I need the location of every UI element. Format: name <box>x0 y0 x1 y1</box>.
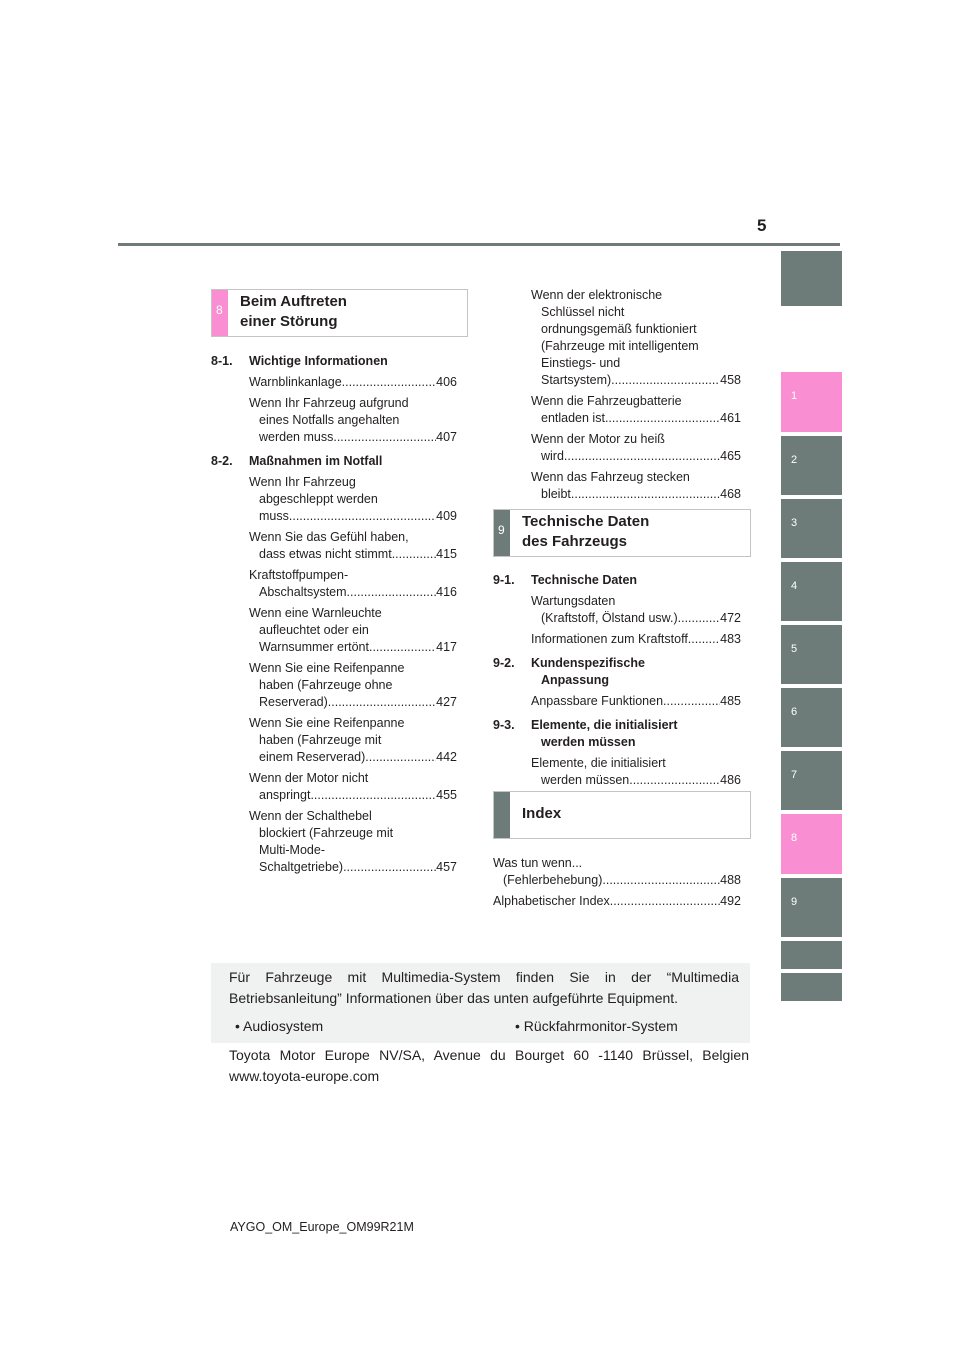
chapter-title: werden müssen <box>541 735 636 749</box>
info-bullet-audio: • Audiosystem <box>235 1018 324 1034</box>
chapter-tab-label: 9 <box>791 896 798 908</box>
chapter-number: 9-2. <box>493 656 515 670</box>
toc-entry-text: entladen ist <box>541 411 605 425</box>
chapter-tab-label: 5 <box>791 643 798 655</box>
chapter-tab-label: 8 <box>791 832 798 844</box>
chapter-tab-8[interactable] <box>781 814 842 874</box>
toc-entry-text: Wartungsdaten <box>531 594 616 608</box>
toc-page-number: 461 <box>720 411 741 425</box>
chapter-number: 8-2. <box>211 454 233 468</box>
toc-entry-text: Wenn das Fahrzeug stecken <box>531 470 690 484</box>
toc-entry[interactable] <box>211 567 457 601</box>
toc-page-number: 417 <box>436 640 457 654</box>
toc-entry-text: aufleuchtet oder ein <box>259 623 369 637</box>
toc-entry-text: werden muss <box>259 430 334 444</box>
toc-entry[interactable] <box>493 893 741 910</box>
toc-page-number: 485 <box>720 694 741 708</box>
toc-page-number: 415 <box>436 547 457 561</box>
toc-entry-text: anspringt <box>259 788 311 802</box>
toc-entry-text: Wenn die Fahrzeugbatterie <box>531 394 682 408</box>
toc-entry-text: Wenn der Motor zu heiß <box>531 432 665 446</box>
toc-page-number: 409 <box>436 509 457 523</box>
toc-entry-text: Alphabetischer Index <box>493 894 610 908</box>
chapter-tab-7[interactable] <box>781 751 842 810</box>
chapter-heading-8-2[interactable] <box>211 453 457 470</box>
toc-entry[interactable] <box>211 374 457 391</box>
chapter-heading-9-1[interactable] <box>493 572 741 589</box>
toc-entry[interactable] <box>211 395 457 446</box>
toc-page-number: 488 <box>720 873 741 887</box>
toc-entry[interactable] <box>493 855 741 889</box>
toc-entry[interactable] <box>211 808 457 876</box>
toc-entry[interactable] <box>493 755 741 789</box>
toc-entry[interactable] <box>211 715 457 766</box>
toc-page-number: 442 <box>436 750 457 764</box>
toc-page-number: 483 <box>720 632 741 646</box>
section-9-toc <box>493 572 741 789</box>
toc-entry[interactable] <box>211 605 457 656</box>
chapter-title: Technische Daten <box>531 573 638 587</box>
chapter-title: Wichtige Informationen <box>249 354 388 368</box>
toc-entry-text: Wenn Sie das Gefühl haben, <box>249 530 409 544</box>
chapter-number: 9-1. <box>493 573 515 587</box>
chapter-tab-label: 7 <box>791 769 798 781</box>
chapter-title: Elemente, die initialisiert <box>531 718 678 732</box>
chapter-tab-blank-b[interactable] <box>781 973 842 1001</box>
toc-entry-text: Was tun wenn... <box>493 856 583 870</box>
toc-entry-text: Wenn eine Warnleuchte <box>249 606 382 620</box>
section-9-number-tab <box>494 510 510 556</box>
toc-entry[interactable] <box>493 431 741 465</box>
toc-entry-text: Multi-Mode- <box>259 843 325 857</box>
chapter-title: Maßnahmen im Notfall <box>249 454 383 468</box>
toc-page-number: 455 <box>436 788 457 802</box>
toc-entry-text: Wenn Sie eine Reifenpanne <box>249 661 405 675</box>
toc-entry-text: bleibt <box>541 487 571 501</box>
chapter-tab-3[interactable] <box>781 499 842 558</box>
company-address: Toyota Motor Europe NV/SA, Avenue du Bourget 60 -1140 Brüssel, Belgien www.toyota-europe.com <box>229 1047 749 1084</box>
toc-entry-text: Wenn der Motor nicht <box>249 771 369 785</box>
toc-entry-text: Wenn der elektronische <box>531 288 663 302</box>
toc-entry-text: Elemente, die initialisiert <box>531 756 666 770</box>
toc-entry-text: (Fahrzeuge mit intelligentem <box>541 339 699 353</box>
chapter-heading-9-3[interactable] <box>493 717 741 751</box>
toc-entry[interactable] <box>211 474 457 525</box>
chapter-title: Anpassung <box>541 673 610 687</box>
chapter-tab-9[interactable] <box>781 878 842 937</box>
toc-entry-text: Wenn Ihr Fahrzeug aufgrund <box>249 396 409 410</box>
toc-entry-text: einem Reserverad) <box>259 750 366 764</box>
toc-entry-text: Warnblinkanlage <box>249 375 342 389</box>
toc-entry-text: haben (Fahrzeuge mit <box>259 733 382 747</box>
toc-entry-text: eines Notfalls angehalten <box>259 413 400 427</box>
toc-entry-text: muss <box>259 509 289 523</box>
section-8-header[interactable] <box>211 289 468 337</box>
toc-entry-text: (Kraftstoff, Ölstand usw.) <box>541 611 678 625</box>
section-9-title: Technische Daten des Fahrzeugs <box>522 513 650 550</box>
section-8-title: Beim Auftreten einer Störung <box>240 293 347 330</box>
toc-entry-text: (Fehlerbehebung) <box>503 873 603 887</box>
chapter-tab-blank-top[interactable] <box>781 251 842 306</box>
toc-entry[interactable] <box>493 287 741 389</box>
chapter-tab-1[interactable] <box>781 372 842 432</box>
chapter-tab-label: 1 <box>791 390 798 402</box>
toc-entry-text: Informationen zum Kraftstoff <box>531 632 688 646</box>
chapter-tab-6[interactable] <box>781 688 842 747</box>
chapter-tab-label: 2 <box>791 454 798 466</box>
chapter-tab-4[interactable] <box>781 562 842 621</box>
section-8-number-tab <box>212 290 228 336</box>
toc-page-number: 472 <box>720 611 741 625</box>
toc-entry[interactable] <box>493 693 741 710</box>
chapter-title: Kundenspezifische <box>531 656 645 670</box>
toc-entry-text: Reserverad) <box>259 695 328 709</box>
toc-entry-text: Schaltgetriebe) <box>259 860 344 874</box>
toc-entry-text: Wenn der Schalthebel <box>249 809 372 823</box>
toc-entry-text: Startsystem) <box>541 373 612 387</box>
toc-page-number: 407 <box>436 430 457 444</box>
chapter-tab-blank-a[interactable] <box>781 941 842 969</box>
toc-page-number: 492 <box>720 894 741 908</box>
chapter-tab-label: 3 <box>791 517 798 529</box>
toc-entry-text: haben (Fahrzeuge ohne <box>259 678 393 692</box>
chapter-heading-8-1[interactable] <box>211 353 457 370</box>
toc-entry[interactable] <box>211 529 457 563</box>
toc-page-number: 406 <box>436 375 457 389</box>
toc-entry-text: Abschaltsystem <box>259 585 347 599</box>
toc-entry-text: dass etwas nicht stimmt <box>259 547 392 561</box>
toc-entry-text: Wenn Sie eine Reifenpanne <box>249 716 405 730</box>
toc-entry-text: Wenn Ihr Fahrzeug <box>249 475 356 489</box>
section-8-toc-continued <box>493 287 741 503</box>
toc-entry-text: Warnsummer ertönt <box>259 640 369 654</box>
toc-entry[interactable] <box>211 660 457 711</box>
index-tab <box>494 792 510 838</box>
chapter-tab-label: 4 <box>791 580 798 592</box>
toc-page-number: 486 <box>720 773 741 787</box>
toc-page-number: 468 <box>720 487 741 501</box>
toc-page-number: 458 <box>720 373 741 387</box>
footer-doc-id: AYGO_OM_Europe_OM99R21M <box>230 1220 414 1234</box>
multimedia-info-box <box>211 963 750 1043</box>
toc-entry-text: Einstiegs- und <box>541 356 621 370</box>
toc-entry-text: Anpassbare Funktionen <box>531 694 664 708</box>
toc-page-number: 427 <box>436 695 457 709</box>
section-number: 9 <box>498 523 505 537</box>
index-header[interactable] <box>493 791 751 839</box>
toc-entry[interactable] <box>493 469 741 503</box>
page-number: 5 <box>757 216 767 235</box>
toc-entry-text: ordnungsgemäß funktioniert <box>541 322 697 336</box>
toc-entry[interactable] <box>493 593 741 627</box>
toc-entry[interactable] <box>493 393 741 427</box>
chapter-tab-5[interactable] <box>781 625 842 684</box>
index-title: Index <box>522 805 562 822</box>
section-9-header[interactable] <box>493 509 751 557</box>
toc-entry-text: Kraftstoffpumpen- <box>249 568 349 582</box>
toc-entry-text: wird <box>541 449 564 463</box>
section-number: 8 <box>216 303 223 317</box>
toc-page-number: 465 <box>720 449 741 463</box>
section-8-toc <box>211 353 457 876</box>
info-bullet-camera: • Rückfahrmonitor-System <box>515 1018 678 1034</box>
toc-entry-text: abgeschleppt werden <box>259 492 378 506</box>
toc-entry[interactable] <box>493 631 741 648</box>
toc-entry-text: werden müssen <box>541 773 630 787</box>
toc-entry[interactable] <box>211 770 457 804</box>
chapter-heading-9-2[interactable] <box>493 655 741 689</box>
chapter-number: 8-1. <box>211 354 233 368</box>
chapter-number: 9-3. <box>493 718 515 732</box>
header-rule <box>118 243 840 246</box>
chapter-tab-2[interactable] <box>781 436 842 495</box>
toc-entry-text: blockiert (Fahrzeuge mit <box>259 826 394 840</box>
info-text: Für Fahrzeuge mit Multimedia-System finden Sie in der “Multimedia Betriebsanleitung” Informationen über das unten aufgeführte Equipment. <box>229 969 739 1006</box>
index-toc <box>493 855 741 910</box>
chapter-tab-label: 6 <box>791 706 798 718</box>
toc-page-number: 416 <box>436 585 457 599</box>
toc-page-number: 457 <box>436 860 457 874</box>
toc-entry-text: Schlüssel nicht <box>541 305 625 319</box>
